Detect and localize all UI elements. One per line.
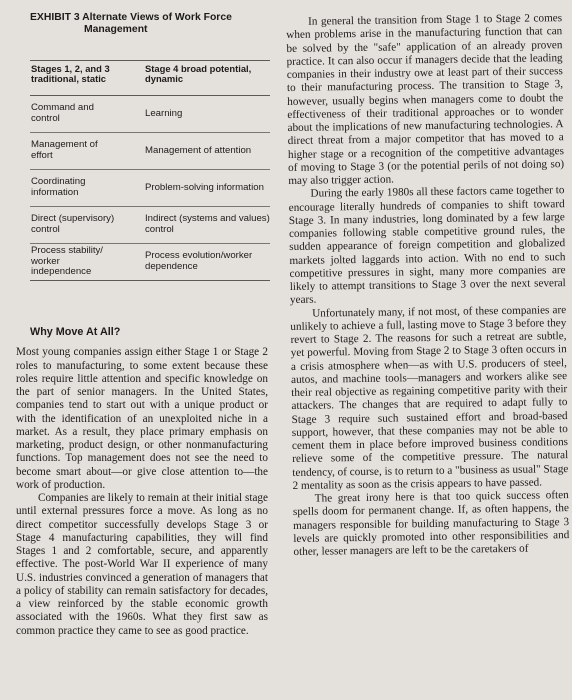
- exhibit-header-right: Stage 4 broad potential, dynamic: [145, 62, 252, 85]
- exhibit-cell-right: Learning: [145, 107, 183, 119]
- exhibit-cell-left: Direct (supervisory) control: [31, 213, 115, 235]
- exhibit-row: [30, 96, 270, 133]
- left-column-text: [16, 326, 268, 638]
- paragraph: In general the transition from Stage 1 to Stage 2 comes when problems arise in the manufacturing function that can be solved by the "safe" application of an already proven practice. It can also occur if managers decide that the leading companies in their industry owe at least part of their success to their manufacturing process. The transition to Stage 3, however, usually begins when managers come to doubt the effectiveness of their traditional approaches or to wonder about the implications of new manufacturing technologies. A direct threat from a major competitor that has moved to a higher stage or a recognition of the competitive advantages of moving to Stage 3 (or the potential perils of not doing so) may also trigger action.: [286, 12, 565, 187]
- exhibit-cell-right: Problem-solving information: [145, 181, 264, 193]
- exhibit-title-line2: Management: [84, 23, 148, 35]
- paragraph: Companies are likely to remain at their initial stage until external pressures force a move. As long as no direct competitor successfully develops Stage 3 or Stage 4 manufacturing capabilities, they will find Stages 1 and 2 comfortable, secure, and apparently effective. The post-World War II experience of many U.S. industries convinced a generation of managers that a policy of stability can remain satisfactory for decades, a view reinforced by the stable economic growth associated with the 1960s. What they first saw as common practice they came to see as good practice.: [16, 492, 268, 637]
- paragraph: The great irony here is that too quick success often spells doom for permanent change. If, as often happens, the managers responsible for building manufacturing to Stage 3 levels are quickly promoted into other responsibilities and other, lesser managers are left to be the caretakers of: [292, 489, 570, 558]
- exhibit-header-left: Stages 1, 2, and 3 traditional, static: [31, 62, 110, 85]
- exhibit-cell-right: Process evolution/worker dependence: [145, 250, 253, 273]
- exhibit-title: [30, 12, 270, 36]
- exhibit-row: [30, 244, 270, 281]
- paragraph: During the early 1980s all these factors came together to encourage literally hundreds of companies to shift toward Stage 3. In many industries, long dominated by a few large companies following stable competitive ground rules, the sudden appearance of foreign competition and globalized markets jolted laggards into action. With no end to such competitive pressures in sight, many more companies are likely to attempt transitions to Stage 3 over the next several years.: [288, 184, 566, 307]
- paragraph: Most young companies assign either Stage 1 or Stage 2 roles to manufacturing, to some extent because these roles require little attention and specific knowledge on the part of senior managers. In the United States, companies tend to start out with a unique product or with the identification of an unexploited niche in a market. As a result, they place primary emphasis on marketing, product design, or other nonmanufacturing functions. Top management does not see the need to become smart about—or give close attention to—the work of production.: [16, 346, 268, 491]
- exhibit-cell-right: Indirect (systems and values) control: [145, 213, 270, 235]
- exhibit-row: [30, 170, 270, 207]
- exhibit-title-line1: EXHIBIT 3 Alternate Views of Work Force: [30, 12, 232, 23]
- exhibit-cell-left: Process stability/ worker independence: [31, 244, 103, 278]
- exhibit-row: [30, 207, 270, 244]
- exhibit-cell-right: Management of attention: [145, 144, 252, 156]
- exhibit-cell-left: Management of effort: [31, 139, 98, 161]
- right-column-text: [286, 12, 570, 559]
- exhibit-cell-left: Command and control: [31, 102, 94, 124]
- exhibit-cell-left: Coordinating information: [31, 176, 86, 198]
- section-heading: Why Move At All?: [30, 326, 121, 338]
- paragraph: Unfortunately many, if not most, of these companies are unlikely to achieve a full, lasting move to Stage 3 before they revert to Stage 2. The reasons for such a retreat are subtle, yet powerful. Moving from Stage 2 to Stage 3 often occurs in a crisis atmosphere when—as with U.S. producers of steel, autos, and machine tools—managers and workers alike see their real objective as regaining competitive parity with their attackers. The changes that are required to adapt fully to Stage 3 require such sustained effort and broad-based support, however, that these companies may not be able to cement them in place before improved business conditions relieve some of the competitive pressure. The natural tendency, of course, is to return to a "business as usual" Stage 2 mentality as soon as the crisis appears to have passed.: [290, 303, 569, 492]
- exhibit-table: [30, 12, 270, 281]
- exhibit-header-row: [30, 60, 270, 96]
- exhibit-row: [30, 133, 270, 170]
